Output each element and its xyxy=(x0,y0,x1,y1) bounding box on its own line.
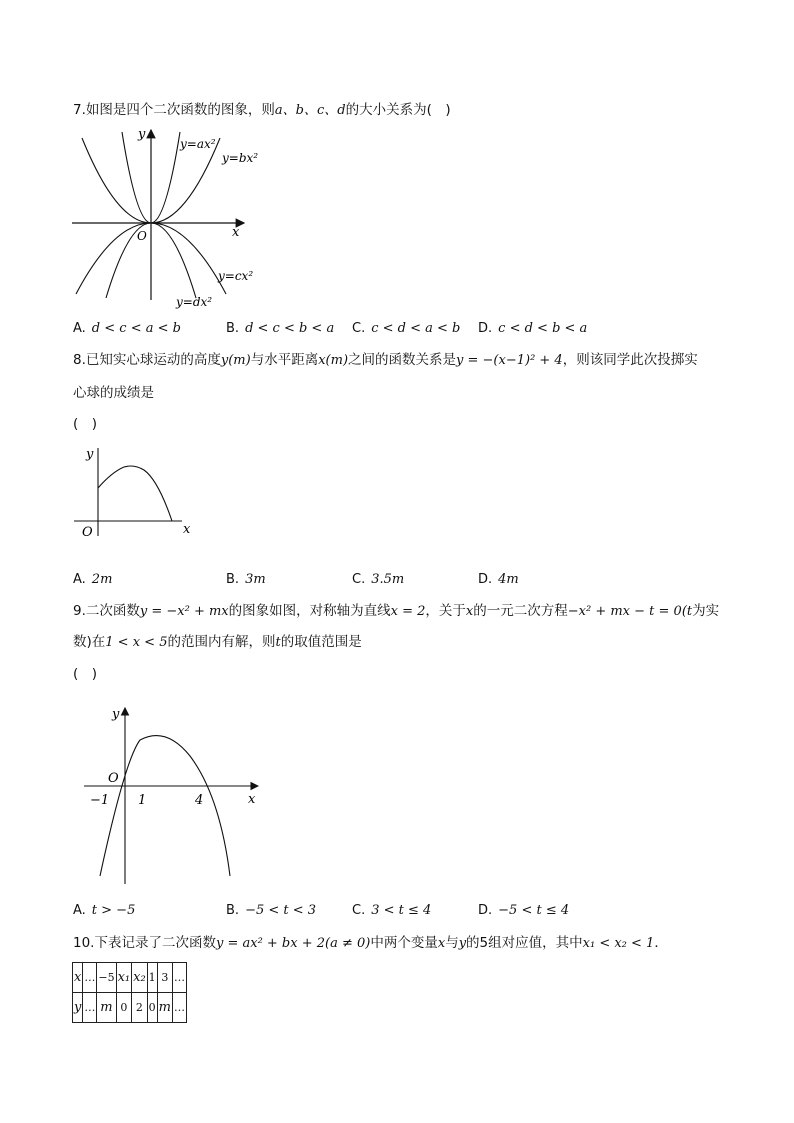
q9-stem-line1: 9.二次函数y = −x² + mx的图象如图，对称轴为直线x = 2，关于x的一元二次方程−x² + mx − t = 0(t为实 xyxy=(73,603,720,619)
table-cell: 2 xyxy=(132,993,148,1023)
q8-graph xyxy=(70,440,200,545)
q7-graph xyxy=(60,122,290,314)
q8-trajectory-curve xyxy=(98,466,172,521)
table-cell: … xyxy=(83,993,97,1023)
q9-label-o: O xyxy=(108,771,119,786)
q7-stem xyxy=(73,100,451,121)
q8-option-d[interactable]: D. 4m xyxy=(478,572,519,587)
table-cell: 3 xyxy=(157,963,172,993)
q8-stem-line2: 心球的成绩是 xyxy=(73,385,154,401)
q7-vars: a、b、c、d xyxy=(274,103,346,118)
q8-option-a[interactable]: A. 2m xyxy=(73,572,113,587)
table-cell: y xyxy=(73,993,83,1023)
q8-option-b[interactable]: B. 3m xyxy=(226,572,266,587)
q7-label-y: y xyxy=(138,127,146,142)
q8-option-c[interactable]: C. 3.5m xyxy=(352,572,405,587)
q9-option-d[interactable]: D. −5 < t ≤ 4 xyxy=(478,903,570,918)
q7-option-a[interactable]: A. d < c < a < b xyxy=(73,321,181,336)
q7-label-x: x xyxy=(232,225,240,240)
q8-answer-paren: ( ) xyxy=(73,416,98,432)
q8-label-y: y xyxy=(86,447,94,462)
q9-answer-paren: ( ) xyxy=(73,666,98,682)
q10-row-y xyxy=(73,993,187,1023)
table-cell: m xyxy=(157,993,172,1023)
q9-option-c[interactable]: C. 3 < t ≤ 4 xyxy=(352,903,432,918)
table-cell: 0 xyxy=(147,993,157,1023)
q7-label-o: O xyxy=(137,229,147,243)
q8-stem-line1: 8.已知实心球运动的高度y(m)与水平距离x(m)之间的函数关系是y = −(x−1)² + 4，则该同学此次投掷实 xyxy=(73,352,698,368)
q9-label-y: y xyxy=(112,707,120,722)
q7-label-c: y=cx² xyxy=(218,269,254,283)
table-cell: m xyxy=(97,993,116,1023)
q7-text-b: 的大小关系为( ) xyxy=(345,102,451,118)
table-cell: x₂ xyxy=(132,963,148,993)
q9-tick-4: 4 xyxy=(195,793,204,808)
table-cell: 0 xyxy=(116,993,132,1023)
q10-value-table xyxy=(72,962,187,1023)
q9-graph xyxy=(80,700,270,890)
q7-text-a: 如图是四个二次函数的图象，则 xyxy=(85,102,275,118)
q9-tick-minus1: −1 xyxy=(90,793,110,808)
q9-option-a[interactable]: A. t > −5 xyxy=(73,903,136,918)
q9-stem-line2: 数)在1 < x < 5的范围内有解，则t的取值范围是 xyxy=(73,634,362,650)
q7-option-b[interactable]: B. d < c < b < a xyxy=(226,321,335,336)
q9-parabola-curve xyxy=(100,736,230,876)
q7-number: 7. xyxy=(73,102,86,118)
table-cell: −5 xyxy=(97,963,116,993)
table-cell: 1 xyxy=(147,963,157,993)
q7-label-b: y=bx² xyxy=(222,151,259,165)
q9-tick-1: 1 xyxy=(138,793,147,808)
q7-option-c[interactable]: C. c < d < a < b xyxy=(352,321,461,336)
table-cell: x xyxy=(73,963,83,993)
table-cell: … xyxy=(173,963,187,993)
q7-label-a: y=ax² xyxy=(180,137,216,151)
q8-label-o: O xyxy=(82,525,93,540)
q10-stem: 10.下表记录了二次函数y = ax² + bx + 2(a ≠ 0)中两个变量x与y的5组对应值，其中x₁ < x₂ < 1． xyxy=(73,935,668,951)
q9-option-b[interactable]: B. −5 < t < 3 xyxy=(226,903,317,918)
q10-row-x xyxy=(73,963,187,993)
table-cell: … xyxy=(173,993,187,1023)
q7-option-d[interactable]: D. c < d < b < a xyxy=(478,321,588,336)
table-cell: … xyxy=(83,963,97,993)
q7-label-d: y=dx² xyxy=(176,295,213,309)
table-cell: x₁ xyxy=(116,963,132,993)
q9-label-x: x xyxy=(248,792,256,807)
q8-label-x: x xyxy=(183,522,191,537)
